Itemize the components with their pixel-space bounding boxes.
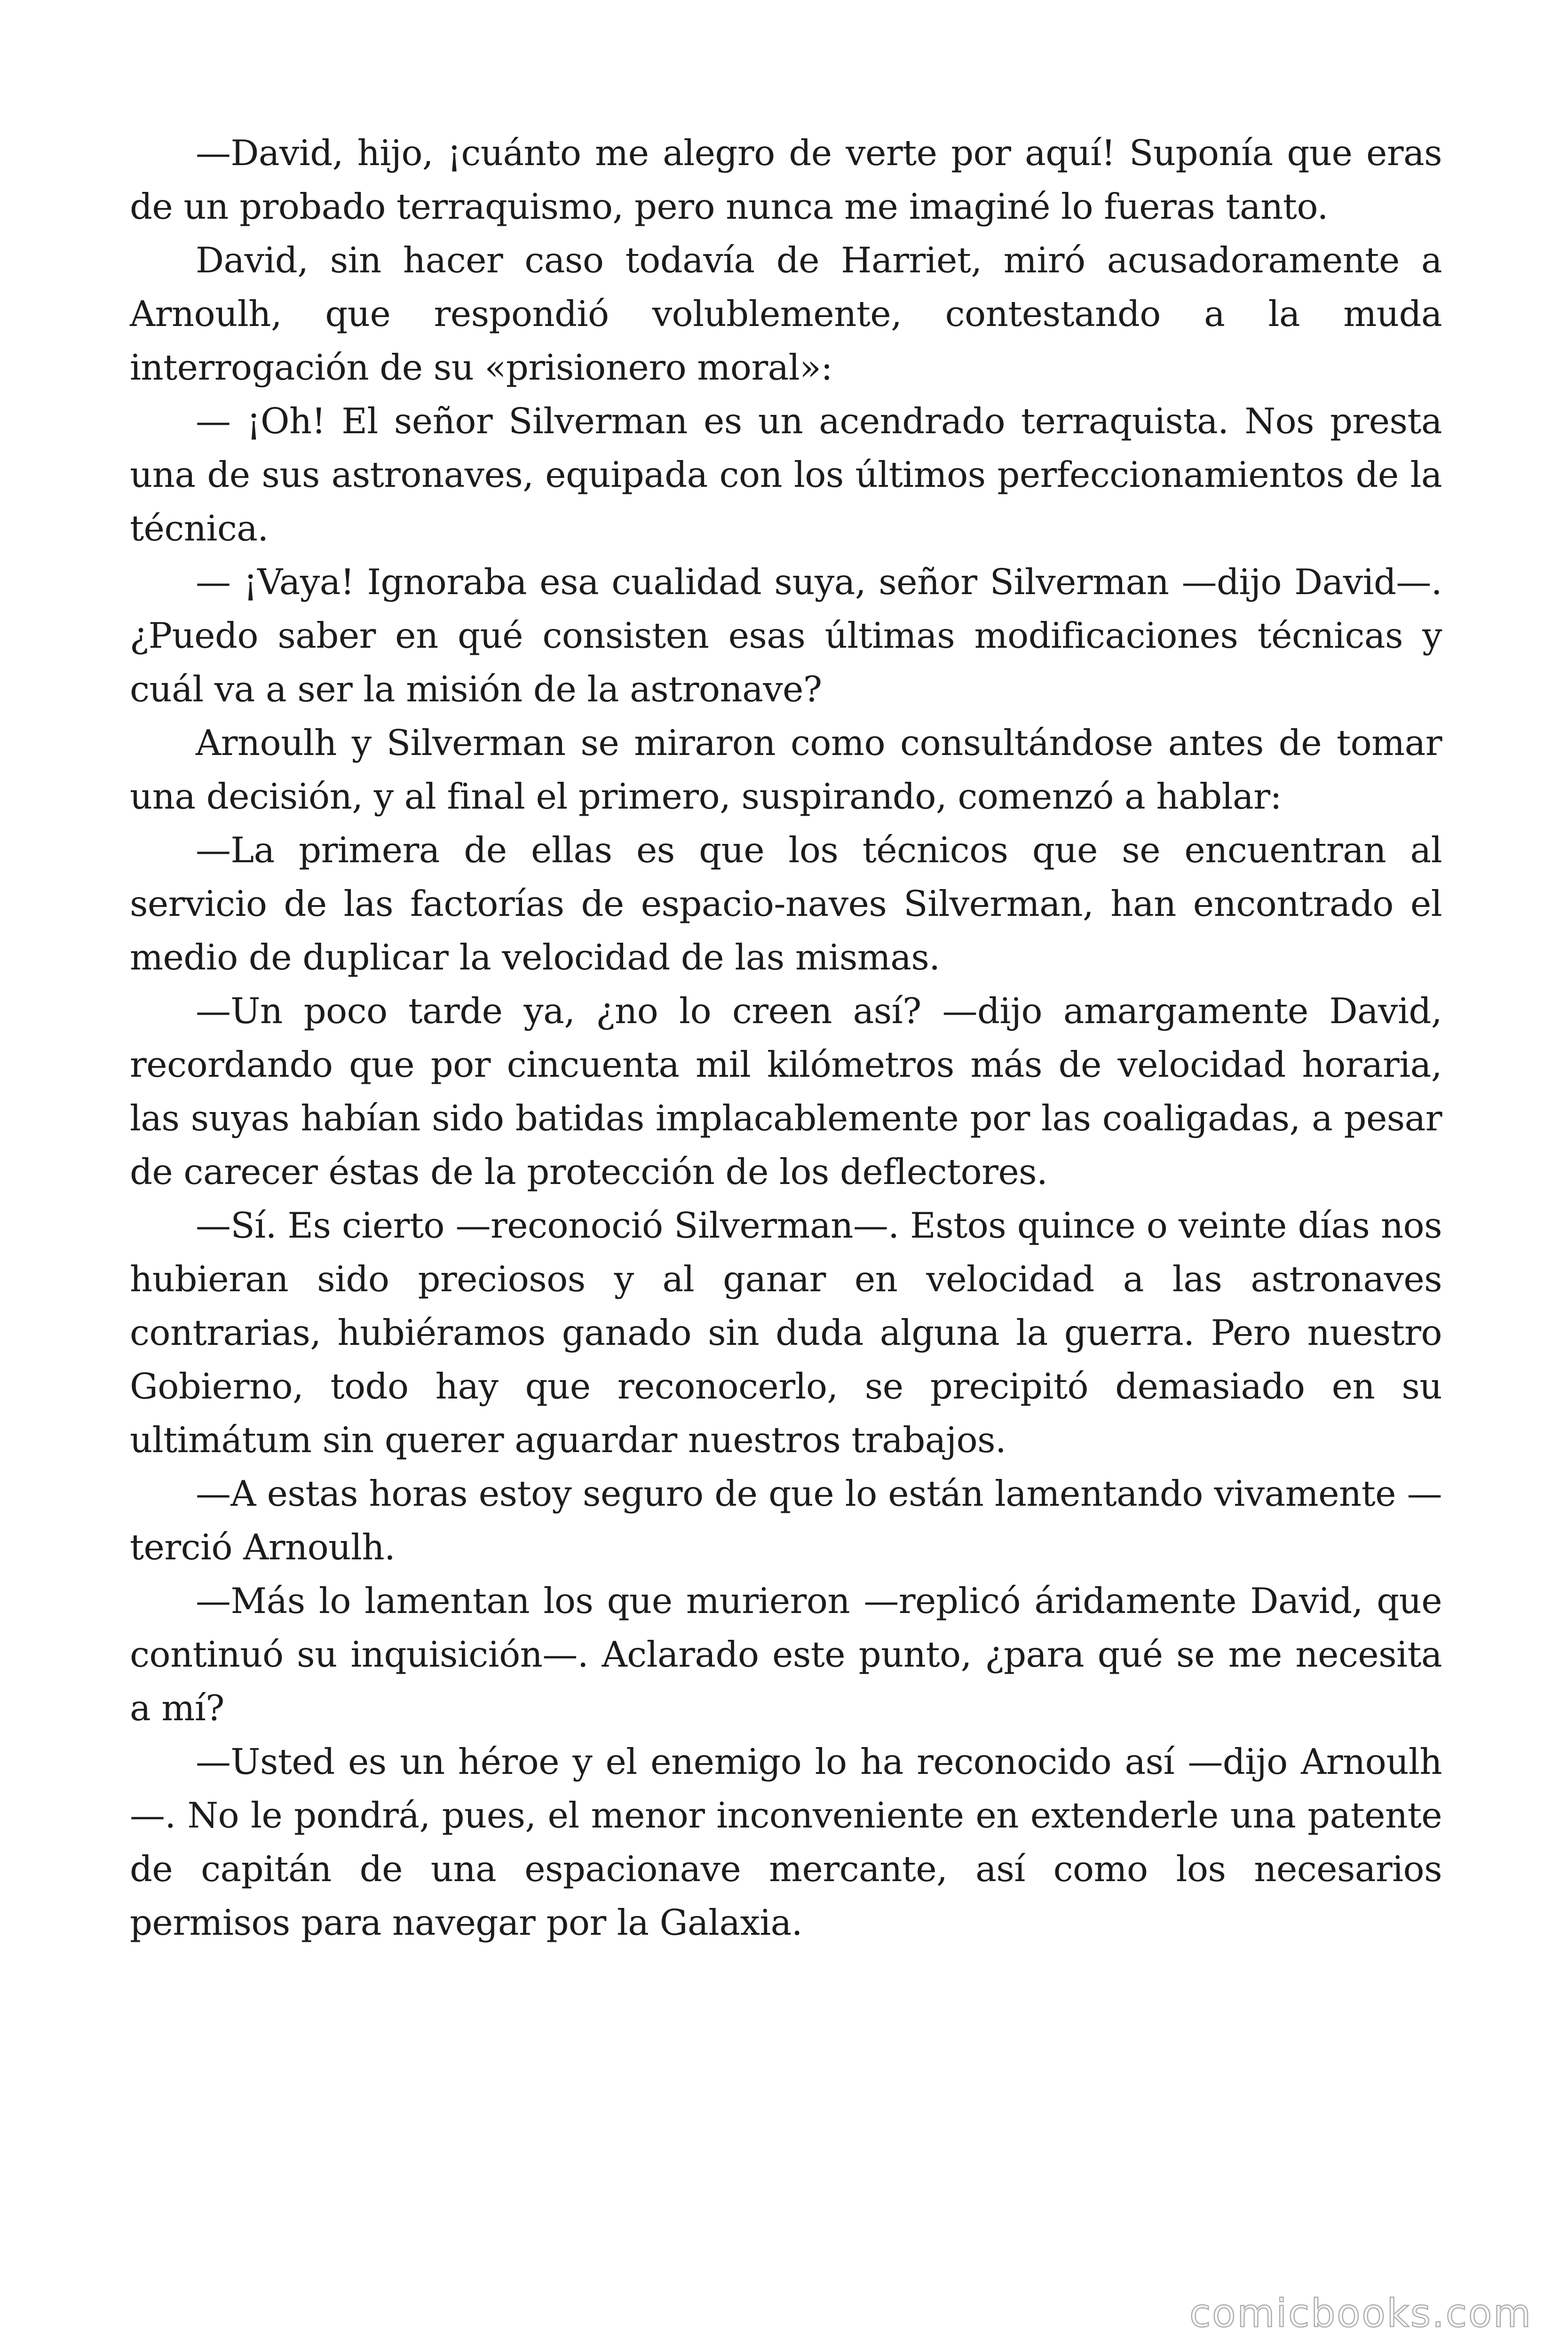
paragraph: —La primera de ellas es que los técnicos que se encuentran al servicio de las factorías de espacio-naves Silverman, han encontrado el medio de duplicar la velocidad de las mismas. — [130, 829, 1442, 978]
paragraph: —David, hijo, ¡cuánto me alegro de verte por aquí! Suponía que eras de un probado terraquismo, pero nunca me imaginé lo fueras tanto. — [130, 132, 1442, 227]
paragraph: — ¡Oh! El señor Silverman es un acendrado terraquista. Nos presta una de sus astronaves, equipada con los últimos perfeccionamientos de la técnica. — [130, 400, 1442, 549]
paragraph: —Usted es un héroe y el enemigo lo ha reconocido así —dijo Arnoulh—. No le pondrá, pues, el menor inconveniente en extenderle una patente de capitán de una espacionave mercante, así como los necesarios permisos para navegar por la Galaxia. — [130, 1741, 1442, 1943]
book-page-text — [130, 126, 1442, 1949]
paragraph: —Sí. Es cierto —reconoció Silverman—. Estos quince o veinte días nos hubieran sido preciosos y al ganar en velocidad a las astronaves contrarias, hubiéramos ganado sin duda alguna la guerra. Pero nuestro Gobierno, todo hay que reconocerlo, se precipitó demasiado en su ultimátum sin querer aguardar nuestros trabajos. — [130, 1205, 1442, 1461]
paragraph: —Un poco tarde ya, ¿no lo creen así? —dijo amargamente David, recordando que por cincuenta mil kilómetros más de velocidad horaria, las suyas habían sido batidas implacablemente por las coaligadas, a pesar de carecer éstas de la protección de los deflectores. — [130, 990, 1442, 1192]
paragraph: Arnoulh y Silverman se miraron como consultándose antes de tomar una decisión, y al final el primero, suspirando, comenzó a hablar: — [130, 722, 1442, 817]
paragraph: — ¡Vaya! Ignoraba esa cualidad suya, señor Silverman —dijo David—. ¿Puedo saber en qué consisten esas últimas modificaciones técnicas y cuál va a ser la misión de la astronave? — [130, 561, 1442, 710]
paragraph: —A estas horas estoy seguro de que lo están lamentando vivamente —terció Arnoulh. — [130, 1473, 1442, 1568]
paragraph: David, sin hacer caso todavía de Harriet, miró acusadoramente a Arnoulh, que respondió volublemente, contestando a la muda interrogación de su «prisionero moral»: — [130, 239, 1442, 388]
paragraph: —Más lo lamentan los que murieron —replicó áridamente David, que continuó su inquisición—. Aclarado este punto, ¿para qué se me necesita a mí? — [130, 1580, 1442, 1729]
watermark: comicbooks.com — [1189, 2291, 1532, 2336]
